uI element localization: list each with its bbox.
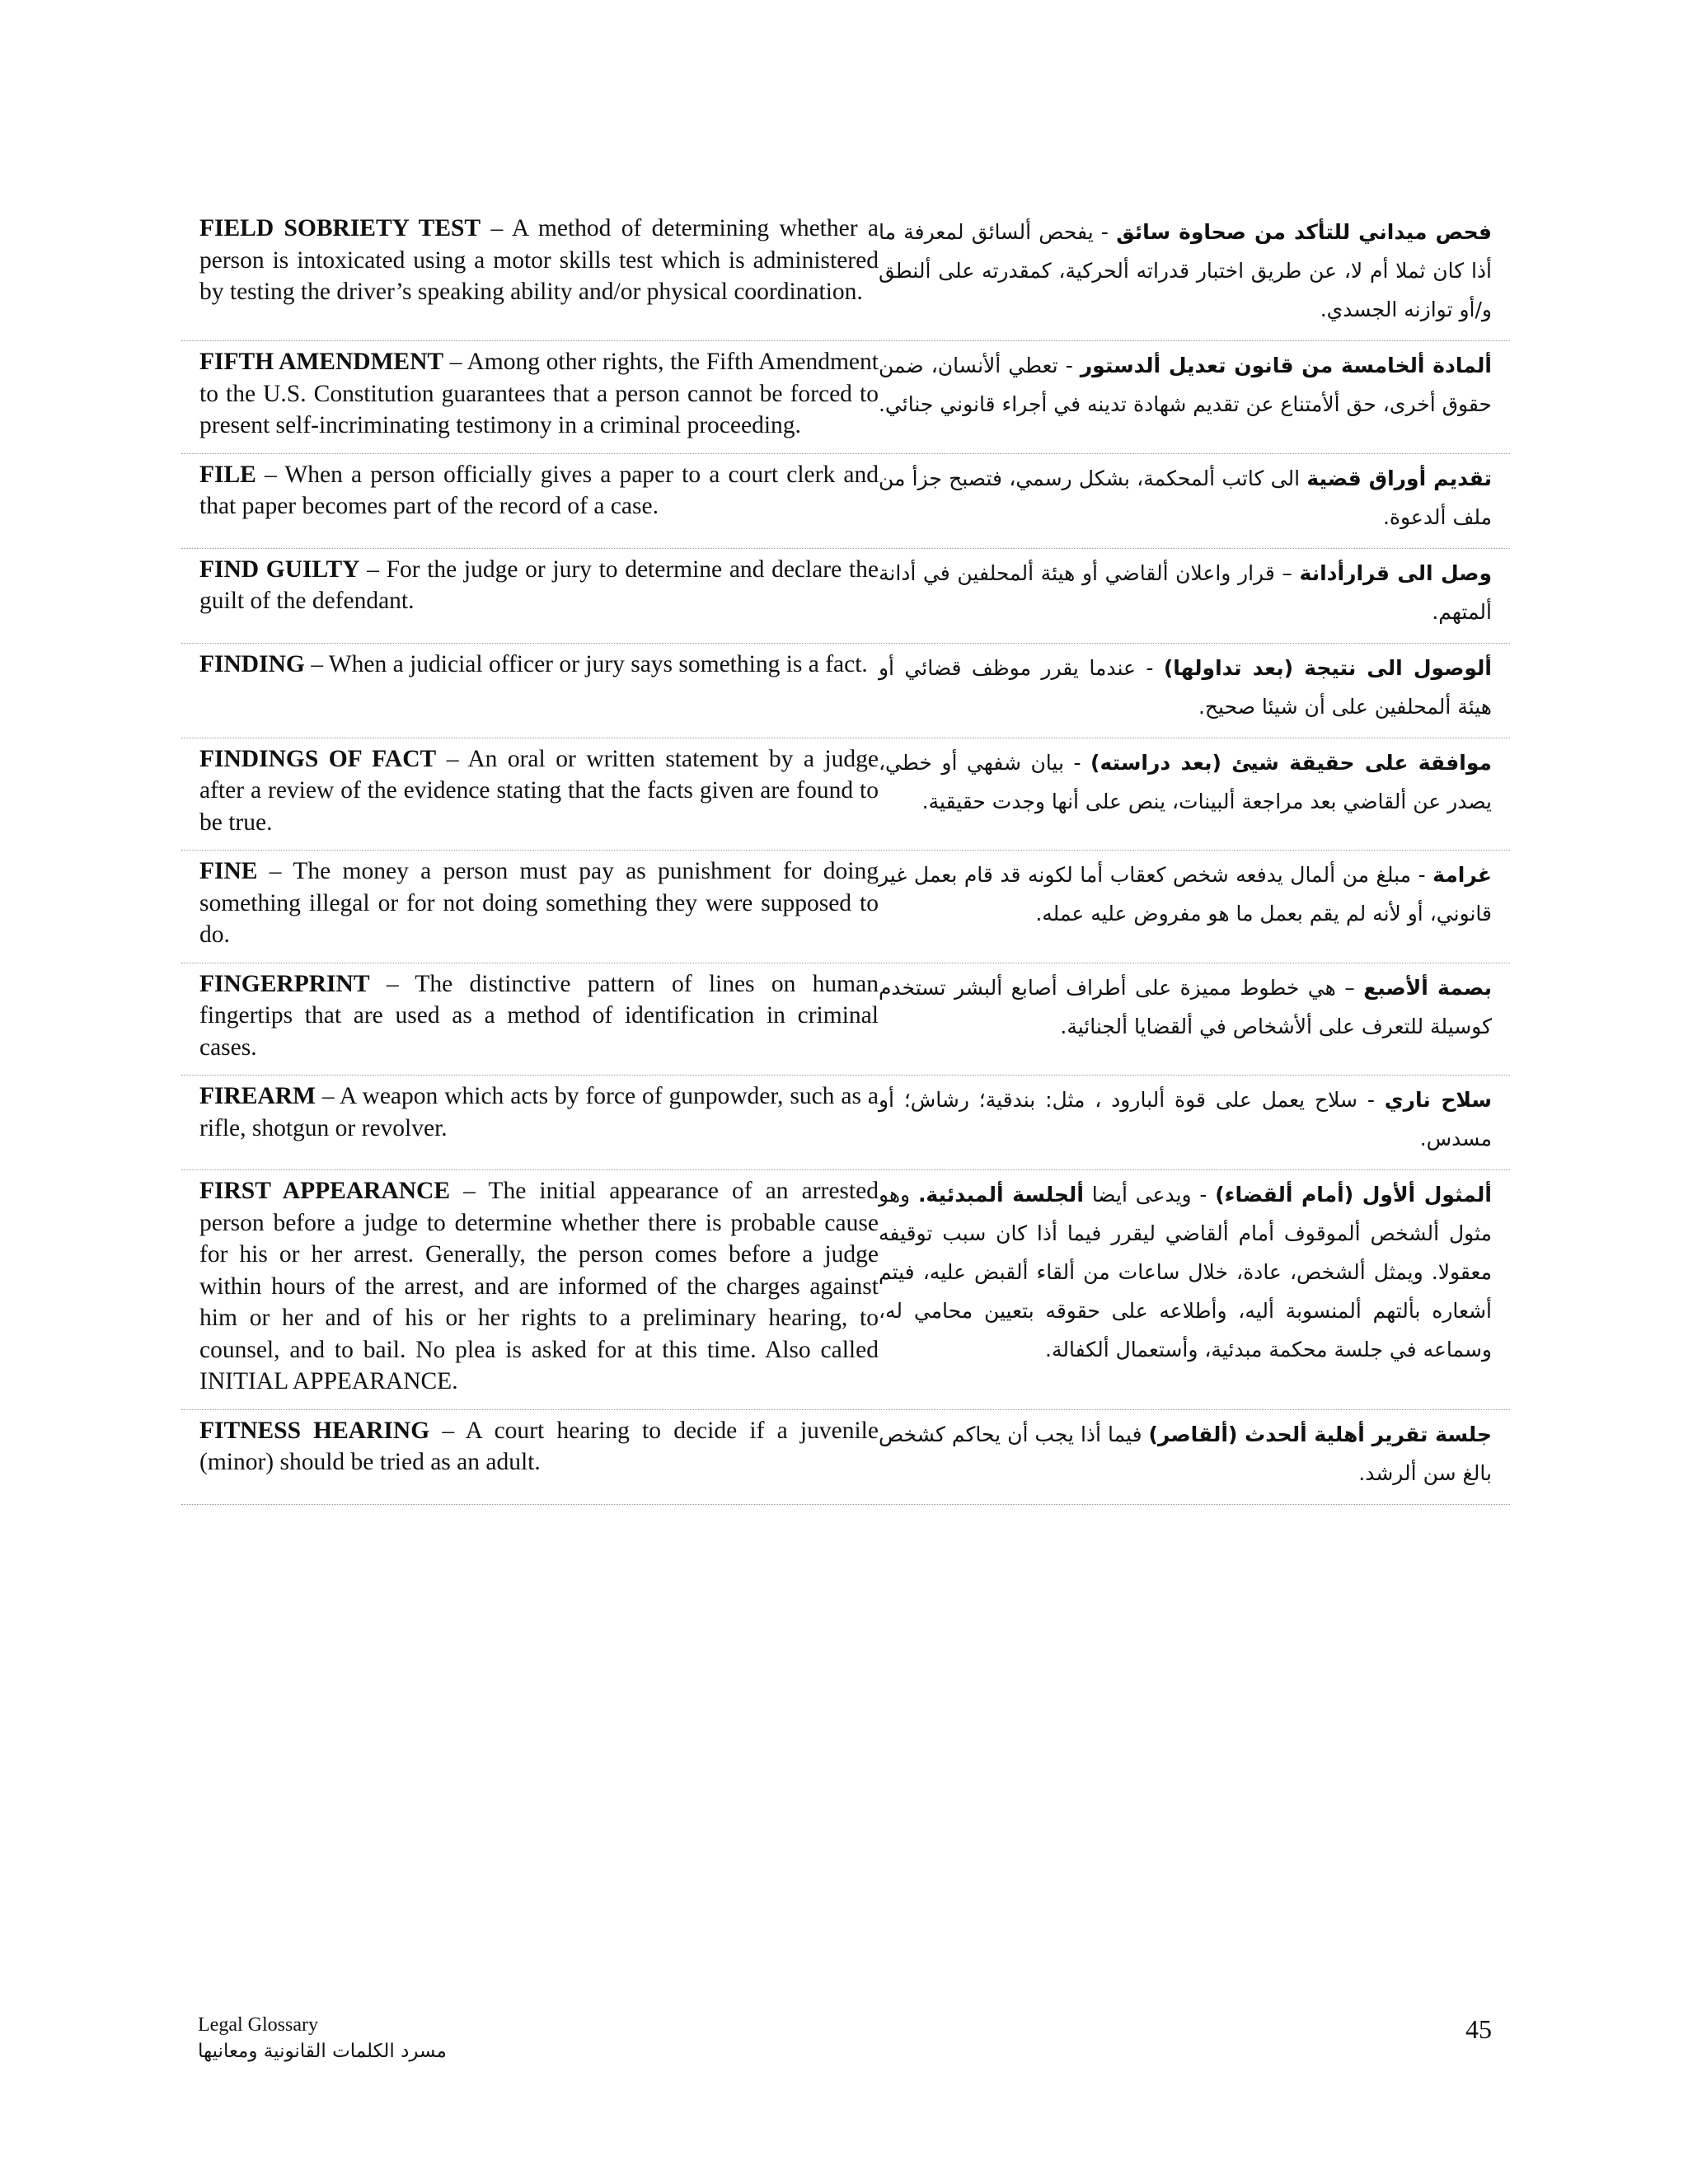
english-definition-text: – The distinctive pattern of lines on human fingertips that are used as a method of identification in criminal cases. [199, 970, 879, 1061]
english-definition-text: – A weapon which acts by force of gunpowder, such as a rifle, shotgun or revolver. [199, 1083, 879, 1141]
arabic-term: موافقة على حقيقة شيئ (بعد دراسته) [1090, 750, 1492, 775]
arabic-definition-text: - ويدعى أيضا [1083, 1183, 1216, 1207]
arabic-definition [879, 346, 1510, 442]
glossary-entry-findings-of-fact [181, 738, 1510, 851]
english-term: FIELD SOBRIETY TEST [199, 215, 481, 241]
arabic-definition [879, 213, 1510, 329]
english-term: FINE [199, 858, 258, 884]
glossary-entry-fine [181, 851, 1510, 963]
english-definition-text: – When a person officially gives a paper to a court clerk and that paper becomes part of the record of a case. [199, 461, 879, 519]
english-definition [181, 346, 879, 442]
english-definition-text: – An oral or written statement by a judge after a review of the evidence stating that the facts given are found to be true. [199, 745, 879, 836]
english-term: FINDING [199, 650, 305, 677]
arabic-term: بصمة ألأصبع [1363, 975, 1492, 1000]
arabic-term: وصل الى قرارأدانة [1299, 560, 1492, 585]
english-term: FIREARM [199, 1083, 316, 1109]
arabic-definition-text: - تعطي ألأنسان، ضمن حقوق أخرى، حق ألأمتناع عن تقديم شهادة تدينه في أجراء قانوني جنائي. [878, 354, 1492, 416]
english-definition [181, 1080, 879, 1158]
arabic-term: ألوصول الى نتيجة (بعد تداولها) [1163, 655, 1492, 680]
arabic-definition [879, 1175, 1510, 1398]
arabic-definition-text: - سلاح يعمل على قوة ألبارود ، مثل: بندقية؛ رشاش؛ أو مسدس. [878, 1088, 1492, 1151]
footer-arabic-title: مسرد الكلمات القانونية ومعانيها [198, 2041, 447, 2062]
page-number: 45 [1465, 2014, 1492, 2044]
english-definition [181, 213, 879, 329]
footer-title-block [198, 2013, 447, 2064]
arabic-definition [879, 968, 1510, 1064]
english-definition [181, 554, 879, 631]
english-definition-text: – When a judicial officer or jury says something is a fact. [304, 650, 868, 677]
glossary-entry-fifth-amendment [181, 341, 1510, 454]
english-term: FIRST APPEARANCE [199, 1178, 451, 1204]
english-term: FIND GUILTY [199, 555, 360, 583]
english-term: FILE [199, 461, 256, 488]
glossary-entry-file [181, 454, 1510, 549]
english-definition [181, 743, 879, 839]
glossary-entry-firearm [181, 1076, 1510, 1170]
arabic-definition-text-continued: وهو مثول ألشخص ألموقوف أمام ألقاضي ليقرر فيما أذا كان سبب توقيفه معقولا. ويمثل ألشخص، عادة، خلال ساعات من ألقاء ألقبض عليه، فيتم أشعاره بألتهم ألمنسوبة أليه، وأطلاعه على حقوقه بتعيين محامي له، وسماعه في جلسة محكمة مبدئية، وأستعمال ألكفالة. [878, 1183, 1492, 1361]
arabic-definition [879, 855, 1510, 951]
arabic-definition-text: – قرار واعلان ألقاضي أو هيئة ألمحلفين في أدانة ألمتهم. [878, 560, 1492, 624]
english-definition-text: – Among other rights, the Fifth Amendment to the U.S. Constitution guarantees that a person cannot be forced to present self-incriminating testimony in a criminal proceeding. [199, 349, 879, 438]
arabic-term: سلاح ناري [1384, 1088, 1492, 1112]
english-definition-text: – The money a person must pay as punishment for doing something illegal or for not doing something they were supposed to do. [199, 858, 879, 948]
english-definition-text: – The initial appearance of an arrested person before a judge to determine whether there is probable cause for his or her arrest. Generally, the person comes before a judge within hours of the arrest, and are informed of the charges against him or her and of his or her rights to a preliminary hearing, to counsel, and to bail. No plea is asked for at this time. Also called INITIAL APPEARANCE. [199, 1178, 879, 1394]
glossary-entry-fingerprint [181, 963, 1510, 1076]
arabic-term: تقديم أوراق قضية [1306, 466, 1492, 490]
arabic-definition [879, 743, 1510, 839]
english-term: FITNESS HEARING [199, 1417, 430, 1444]
english-definition [181, 855, 879, 951]
arabic-definition-text: – هي خطوط مميزة على أطراف أصابع ألبشر تستخدم كوسيلة للتعرف على ألأشخاص في ألقضايا ألجنائية. [878, 975, 1492, 1038]
english-definition [181, 1415, 879, 1493]
arabic-definition [879, 649, 1510, 726]
arabic-definition-text: - عندما يقرر موظف قضائي أو هيئة ألمحلفين على أن شيئا صحيح. [878, 655, 1492, 719]
glossary-entry-finding [181, 644, 1510, 738]
arabic-term: جلسة تقرير أهلية ألحدث (ألقاصر) [1148, 1422, 1492, 1446]
arabic-definition-text: فيما أذا يجب أن يحاكم كشخص بالغ سن ألرشد. [878, 1422, 1492, 1485]
glossary-entry-first-appearance [181, 1170, 1510, 1410]
arabic-alt-term: ألجلسة ألمبدئية. [917, 1183, 1084, 1207]
arabic-definition-text: - بيان شفهي أو خطي، يصدر عن ألقاضي بعد مراجعة ألبينات، ينص على أنها وجدت حقيقية. [878, 750, 1492, 813]
arabic-definition-text: - يفحص ألسائق لمعرفة ما أذا كان ثملا أم لا، عن طريق اختبار قدراته ألحركية، كمقدرته على ألنطق و/أو توازنه الجسدي. [878, 220, 1492, 321]
arabic-definition-text: - مبلغ من ألمال يدفعه شخص كعقاب أما لكونه قد قام بعمل غير قانوني، أو لأنه لم يقم بعمل ما هو مفروض عليه عمله. [878, 863, 1492, 926]
english-term: FINGERPRINT [199, 970, 370, 997]
arabic-definition [879, 554, 1510, 631]
arabic-term: فحص ميداني للتأكد من صحاوة سائق [1116, 220, 1492, 244]
english-term: FIFTH AMENDMENT [199, 349, 444, 375]
english-definition [181, 649, 879, 726]
arabic-definition-text: الى كاتب ألمحكمة، بشكل رسمي، فتصبح جزأ من ملف ألدعوة. [878, 466, 1492, 529]
arabic-term: غرامة [1432, 863, 1492, 887]
english-term: FINDINGS OF FACT [199, 745, 437, 772]
arabic-definition [879, 1415, 1510, 1493]
english-definition [181, 1175, 879, 1398]
english-definition [181, 968, 879, 1064]
english-definition-text: – For the judge or jury to determine and declare the guilt of the defendant. [199, 555, 879, 614]
glossary-entry-fitness-hearing [181, 1410, 1510, 1505]
arabic-term: ألمثول ألأول (أمام ألقضاء) [1215, 1183, 1492, 1207]
english-definition [181, 459, 879, 537]
english-definition-text: – A court hearing to decide if a juvenile (minor) should be tried as an adult. [199, 1417, 879, 1475]
arabic-definition [879, 1080, 1510, 1158]
glossary-entry-field-sobriety-test [181, 208, 1510, 341]
arabic-definition [879, 459, 1510, 537]
glossary-entry-find-guilty [181, 549, 1510, 644]
english-definition-text: – A method of determining whether a person is intoxicated using a motor skills test which is administered by testing the driver’s speaking ability and/or physical coordination. [199, 215, 879, 305]
arabic-term: ألمادة ألخامسة من قانون تعديل ألدستور [1080, 354, 1492, 377]
glossary-table [181, 208, 1510, 1505]
footer-title: Legal Glossary [198, 2014, 318, 2036]
